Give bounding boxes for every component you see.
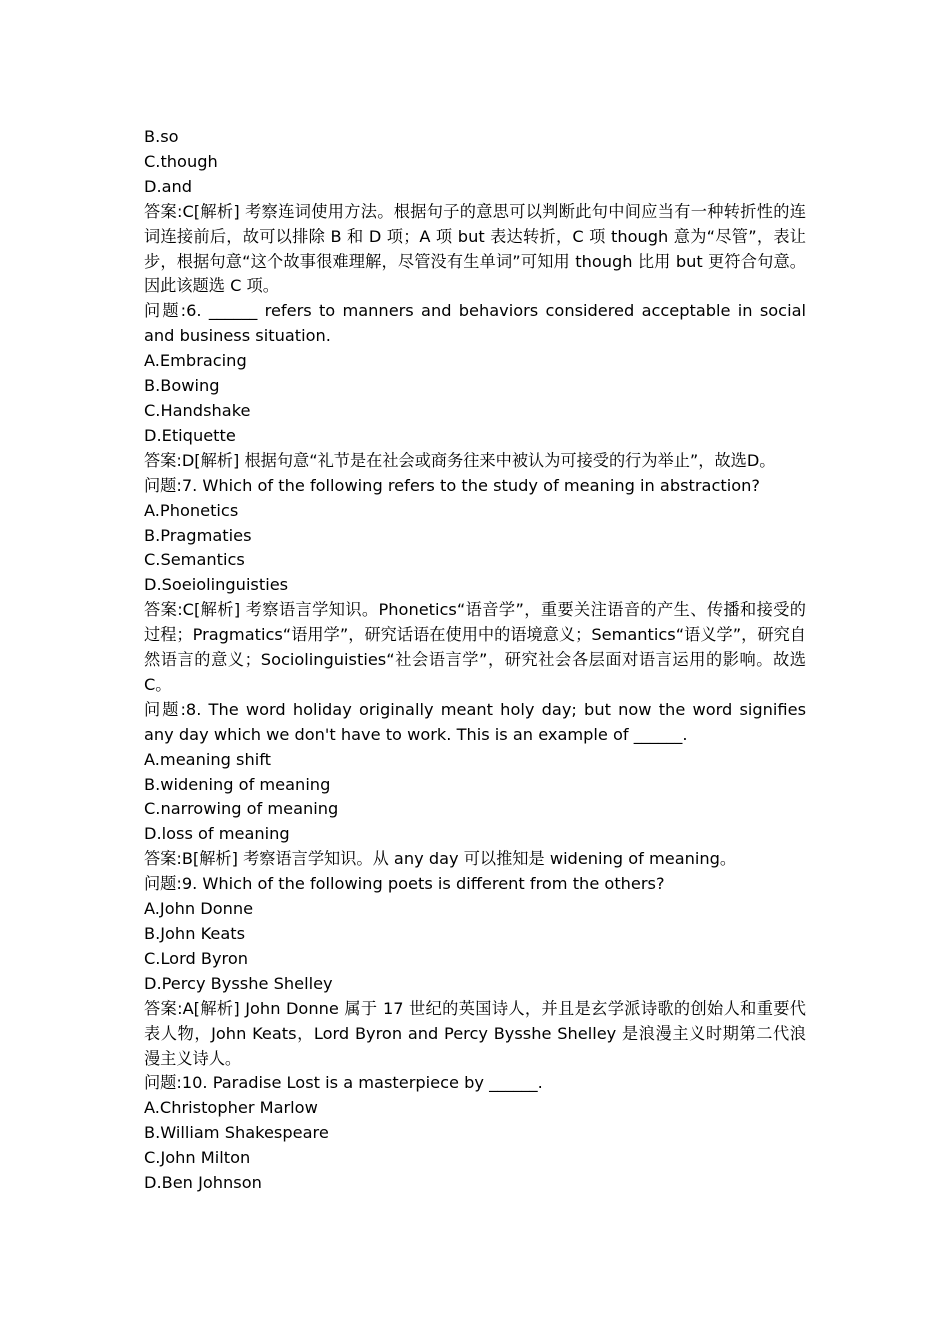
option-line: A.Embracing	[144, 351, 247, 371]
question-text: 问题:7. Which of the following refers to the study of meaning in abstraction?	[144, 475, 760, 495]
question-text: 问题:8. The word holiday originally meant holy day; but now the word signifies any day which we don't have to work. This is an example of ______.	[144, 699, 806, 744]
option-line: A.meaning shift	[144, 749, 271, 769]
option-line: B.widening of meaning	[144, 774, 331, 794]
option-line: C.Semantics	[144, 550, 245, 570]
option-line: D.loss of meaning	[144, 824, 290, 844]
option-line: D.Ben Johnson	[144, 1173, 262, 1193]
option-line: D.Soeiolinguisties	[144, 575, 289, 595]
question-text: 问题:9. Which of the following poets is different from the others?	[144, 874, 665, 894]
option-line: B.William Shakespeare	[144, 1123, 329, 1143]
option-line: B.Pragmaties	[144, 525, 252, 545]
option-line: C.Handshake	[144, 400, 251, 420]
question-text: 问题:10. Paradise Lost is a masterpiece by ______.	[144, 1073, 543, 1093]
answer-explanation: 答案:C[解析] 考察连词使用方法。根据句子的意思可以判断此句中间应当有一种转折性的连词连接前后，故可以排除 B 和 D 项；A 项 but 表达转折，C 项 though 意为“尽管”，表让步，根据句意“这个故事很难理解，尽管没有生单词”可知用 though 比用 but 更符合句意。因此该题选 C 项。	[144, 201, 806, 296]
option-line: C.John Milton	[144, 1148, 251, 1168]
option-line: C.narrowing of meaning	[144, 799, 339, 819]
question-text: 问题:6. ______ refers to manners and behaviors considered acceptable in social and business situation.	[144, 301, 806, 346]
option-line: D.and	[144, 176, 193, 196]
option-line: C.Lord Byron	[144, 948, 249, 968]
option-line: D.Percy Bysshe Shelley	[144, 973, 333, 993]
answer-explanation: 答案:D[解析] 根据句意“礼节是在社会或商务往来中被认为可接受的行为举止”，故选D。	[144, 450, 776, 470]
option-line: D.Etiquette	[144, 425, 236, 445]
option-line: A.Phonetics	[144, 500, 239, 520]
option-line: B.so	[144, 127, 179, 146]
option-line: A.Christopher Marlow	[144, 1098, 318, 1118]
answer-explanation: 答案:C[解析] 考察语言学知识。Phonetics“语音学”，重要关注语音的产生、传播和接受的过程；Pragmatics“语用学”，研究话语在使用中的语境意义；Semantics“语义学”，研究自然语言的意义；Sociolinguisties“社会语言学”，研究社会各层面对语言运用的影响。故选 C。	[144, 600, 806, 694]
option-line: C.though	[144, 151, 218, 171]
option-line: A.John Donne	[144, 899, 254, 919]
option-line: B.Bowing	[144, 376, 220, 396]
answer-explanation: 答案:B[解析] 考察语言学知识。从 any day 可以推知是 widening of meaning。	[144, 849, 737, 869]
answer-explanation: 答案:A[解析] John Donne 属于 17 世纪的英国诗人，并且是玄学派诗歌的创始人和重要代表人物，John Keats，Lord Byron and Percy Bysshe Shelley 是浪漫主义时期第二代浪漫主义诗人。	[144, 998, 806, 1068]
option-line: B.John Keats	[144, 924, 246, 943]
document-page	[144, 125, 806, 1196]
